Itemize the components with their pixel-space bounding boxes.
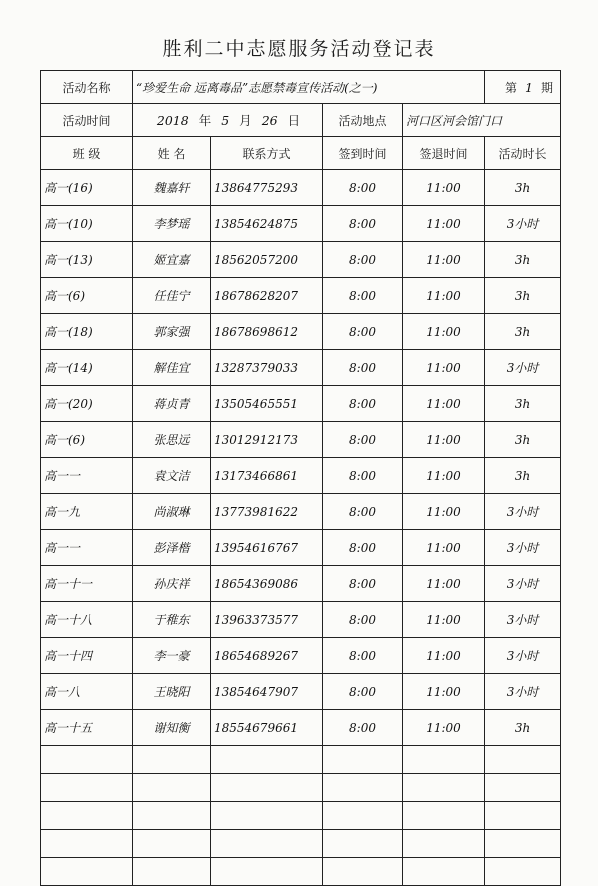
- duration-cell: 3小时: [485, 494, 561, 530]
- empty-cell: [41, 802, 133, 830]
- duration-cell: 3小时: [485, 674, 561, 710]
- period-number: 1: [525, 79, 533, 95]
- checkin-cell: 8:00: [323, 386, 403, 422]
- phone-cell: 18678628207: [211, 278, 323, 314]
- checkin-cell: 8:00: [323, 206, 403, 242]
- empty-cell: [133, 746, 211, 774]
- checkin-cell: 8:00: [323, 638, 403, 674]
- duration-cell: 3小时: [485, 638, 561, 674]
- checkout-cell: 11:00: [403, 422, 485, 458]
- checkin-cell: 8:00: [323, 242, 403, 278]
- checkout-cell: 11:00: [403, 674, 485, 710]
- class-cell: 高一(6): [41, 278, 133, 314]
- table-row: [41, 170, 561, 206]
- checkin-cell: 8:00: [323, 530, 403, 566]
- empty-row: [41, 802, 561, 830]
- phone-cell: 13173466861: [211, 458, 323, 494]
- checkin-cell: 8:00: [323, 278, 403, 314]
- class-cell: 高一(18): [41, 314, 133, 350]
- activity-date: [133, 104, 323, 137]
- empty-cell: [323, 746, 403, 774]
- registration-table: [40, 70, 561, 886]
- table-row: [41, 458, 561, 494]
- empty-cell: [403, 830, 485, 858]
- name-cell: 袁文洁: [133, 458, 211, 494]
- activity-name-value: “珍爱生命 远离毒品”志愿禁毒宣传活动(之一): [133, 71, 485, 104]
- name-cell: 张思远: [133, 422, 211, 458]
- class-cell: 高一十八: [41, 602, 133, 638]
- class-cell: 高一(14): [41, 350, 133, 386]
- empty-cell: [403, 858, 485, 886]
- phone-cell: 18562057200: [211, 242, 323, 278]
- name-cell: 任佳宁: [133, 278, 211, 314]
- class-cell: 高一一: [41, 530, 133, 566]
- empty-cell: [133, 830, 211, 858]
- checkin-cell: 8:00: [323, 674, 403, 710]
- duration-cell: 3小时: [485, 566, 561, 602]
- period-cell: [485, 71, 561, 104]
- checkin-cell: 8:00: [323, 710, 403, 746]
- phone-cell: 13854647907: [211, 674, 323, 710]
- checkin-cell: 8:00: [323, 458, 403, 494]
- phone-cell: 13854624875: [211, 206, 323, 242]
- table-row: [41, 674, 561, 710]
- empty-row: [41, 858, 561, 886]
- empty-row: [41, 746, 561, 774]
- year-unit: 年: [198, 113, 212, 128]
- duration-cell: 3小时: [485, 350, 561, 386]
- checkout-cell: 11:00: [403, 458, 485, 494]
- phone-cell: 13864775293: [211, 170, 323, 206]
- empty-row: [41, 830, 561, 858]
- table-row: [41, 422, 561, 458]
- header-checkin: 签到时间: [323, 137, 403, 170]
- checkout-cell: 11:00: [403, 206, 485, 242]
- duration-cell: 3小时: [485, 530, 561, 566]
- duration-cell: 3h: [485, 710, 561, 746]
- empty-cell: [485, 830, 561, 858]
- activity-location-value: 河口区河会馆门口: [403, 104, 561, 137]
- table-row: [41, 350, 561, 386]
- empty-cell: [133, 858, 211, 886]
- date-day: 26: [261, 113, 278, 128]
- day-unit: 日: [287, 113, 301, 128]
- name-cell: 李梦瑶: [133, 206, 211, 242]
- checkout-cell: 11:00: [403, 602, 485, 638]
- phone-cell: 13505465551: [211, 386, 323, 422]
- table-row: [41, 242, 561, 278]
- empty-cell: [403, 746, 485, 774]
- header-checkout: 签退时间: [403, 137, 485, 170]
- empty-cell: [323, 802, 403, 830]
- duration-cell: 3小时: [485, 602, 561, 638]
- duration-cell: 3小时: [485, 206, 561, 242]
- activity-name-row: [41, 71, 561, 104]
- duration-cell: 3h: [485, 458, 561, 494]
- table-row: [41, 278, 561, 314]
- date-year: 2018: [156, 113, 189, 128]
- header-contact: 联系方式: [211, 137, 323, 170]
- period-prefix: 第: [505, 80, 518, 95]
- empty-cell: [485, 802, 561, 830]
- checkin-cell: 8:00: [323, 422, 403, 458]
- empty-cell: [41, 774, 133, 802]
- activity-name-label: 活动名称: [41, 71, 133, 104]
- checkout-cell: 11:00: [403, 566, 485, 602]
- table-row: [41, 638, 561, 674]
- class-cell: 高一(20): [41, 386, 133, 422]
- class-cell: 高一(10): [41, 206, 133, 242]
- class-cell: 高一(16): [41, 170, 133, 206]
- table-row: [41, 494, 561, 530]
- duration-cell: 3h: [485, 278, 561, 314]
- table-row: [41, 314, 561, 350]
- empty-cell: [41, 858, 133, 886]
- checkout-cell: 11:00: [403, 710, 485, 746]
- class-cell: 高一十四: [41, 638, 133, 674]
- checkin-cell: 8:00: [323, 602, 403, 638]
- header-name: 姓 名: [133, 137, 211, 170]
- form-title: 胜利二中志愿服务活动登记表: [162, 38, 436, 60]
- name-cell: 于稚东: [133, 602, 211, 638]
- class-cell: 高一十一: [41, 566, 133, 602]
- name-cell: 郭家强: [133, 314, 211, 350]
- phone-cell: 13287379033: [211, 350, 323, 386]
- name-cell: 解佳宜: [133, 350, 211, 386]
- name-cell: 姬宜嘉: [133, 242, 211, 278]
- empty-cell: [323, 858, 403, 886]
- header-duration: 活动时长: [485, 137, 561, 170]
- checkin-cell: 8:00: [323, 314, 403, 350]
- checkout-cell: 11:00: [403, 494, 485, 530]
- checkout-cell: 11:00: [403, 278, 485, 314]
- checkout-cell: 11:00: [403, 530, 485, 566]
- empty-cell: [41, 746, 133, 774]
- duration-cell: 3h: [485, 422, 561, 458]
- empty-cell: [485, 746, 561, 774]
- name-cell: 孙庆祥: [133, 566, 211, 602]
- checkout-cell: 11:00: [403, 242, 485, 278]
- checkout-cell: 11:00: [403, 350, 485, 386]
- table-row: [41, 386, 561, 422]
- checkin-cell: 8:00: [323, 350, 403, 386]
- checkout-cell: 11:00: [403, 638, 485, 674]
- checkin-cell: 8:00: [323, 494, 403, 530]
- duration-cell: 3h: [485, 386, 561, 422]
- phone-cell: 13012912173: [211, 422, 323, 458]
- table-row: [41, 602, 561, 638]
- name-cell: 李一豪: [133, 638, 211, 674]
- name-cell: 彭泽楷: [133, 530, 211, 566]
- checkout-cell: 11:00: [403, 314, 485, 350]
- empty-cell: [211, 774, 323, 802]
- month-unit: 月: [239, 113, 252, 128]
- class-cell: 高一(13): [41, 242, 133, 278]
- phone-cell: 13963373577: [211, 602, 323, 638]
- empty-cell: [41, 830, 133, 858]
- empty-cell: [485, 858, 561, 886]
- empty-cell: [211, 830, 323, 858]
- empty-cell: [403, 774, 485, 802]
- duration-cell: 3h: [485, 242, 561, 278]
- class-cell: 高一(6): [41, 422, 133, 458]
- name-cell: 谢知衡: [133, 710, 211, 746]
- empty-cell: [485, 774, 561, 802]
- header-row: [41, 137, 561, 170]
- table-row: [41, 710, 561, 746]
- phone-cell: 13773981622: [211, 494, 323, 530]
- empty-cell: [211, 746, 323, 774]
- activity-time-row: [41, 104, 561, 137]
- empty-cell: [323, 830, 403, 858]
- class-cell: 高一一: [41, 458, 133, 494]
- table-row: [41, 530, 561, 566]
- phone-cell: 18554679661: [211, 710, 323, 746]
- table-row: [41, 566, 561, 602]
- checkin-cell: 8:00: [323, 170, 403, 206]
- phone-cell: 18654369086: [211, 566, 323, 602]
- empty-cell: [403, 802, 485, 830]
- empty-cell: [323, 774, 403, 802]
- duration-cell: 3h: [485, 170, 561, 206]
- phone-cell: 13954616767: [211, 530, 323, 566]
- phone-cell: 18678698612: [211, 314, 323, 350]
- class-cell: 高一十五: [41, 710, 133, 746]
- name-cell: 魏嘉轩: [133, 170, 211, 206]
- phone-cell: 18654689267: [211, 638, 323, 674]
- class-cell: 高一九: [41, 494, 133, 530]
- activity-location-label: 活动地点: [323, 104, 403, 137]
- checkin-cell: 8:00: [323, 566, 403, 602]
- empty-cell: [211, 858, 323, 886]
- header-class: 班 级: [41, 137, 133, 170]
- activity-time-label: 活动时间: [41, 104, 133, 137]
- period-suffix: 期: [541, 80, 554, 95]
- name-cell: 王晓阳: [133, 674, 211, 710]
- empty-cell: [133, 802, 211, 830]
- class-cell: 高一八: [41, 674, 133, 710]
- checkout-cell: 11:00: [403, 170, 485, 206]
- empty-cell: [211, 802, 323, 830]
- duration-cell: 3h: [485, 314, 561, 350]
- name-cell: 尚淑琳: [133, 494, 211, 530]
- date-month: 5: [221, 113, 230, 128]
- table-row: [41, 206, 561, 242]
- checkout-cell: 11:00: [403, 386, 485, 422]
- empty-row: [41, 774, 561, 802]
- name-cell: 蒋贞青: [133, 386, 211, 422]
- empty-cell: [133, 774, 211, 802]
